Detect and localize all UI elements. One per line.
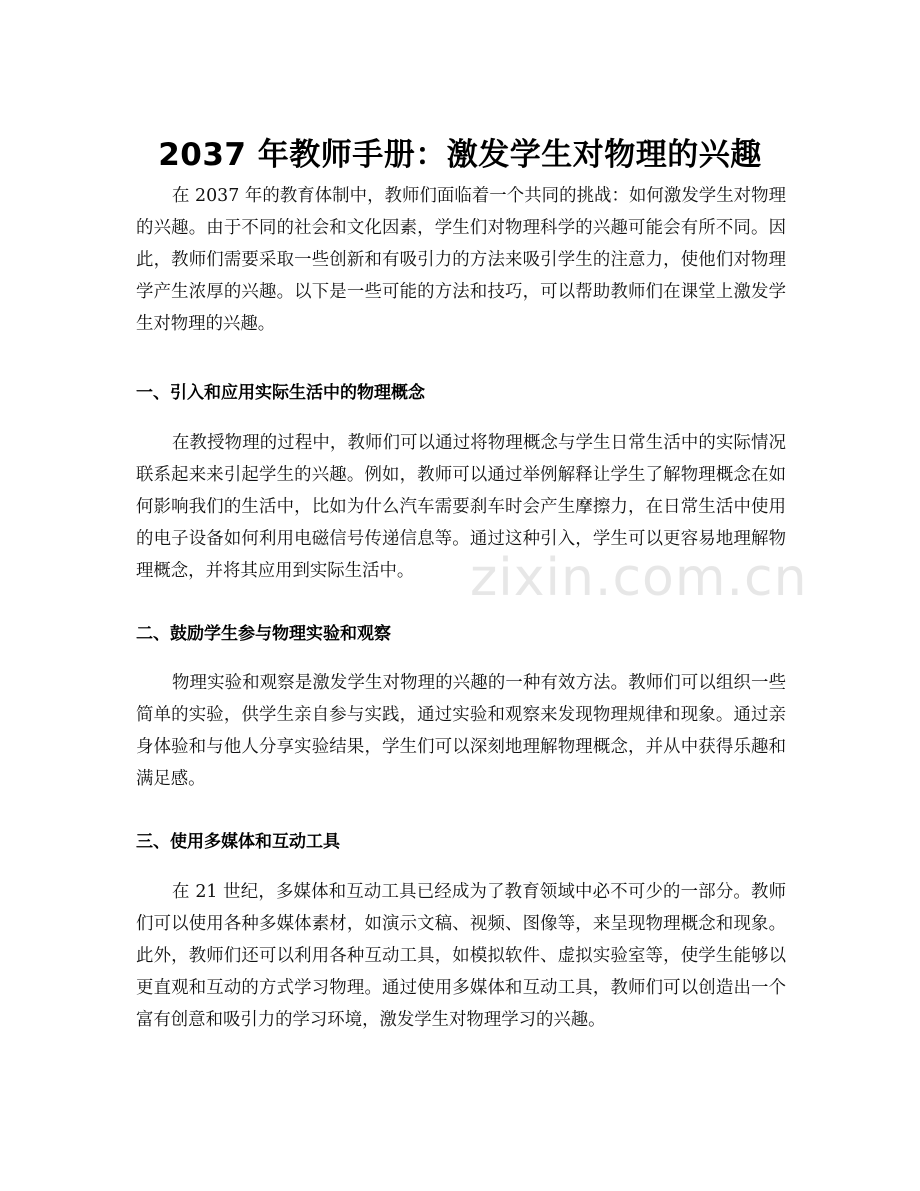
watermark-text: zixin.com.cn [470, 548, 808, 608]
section-body-3: 在 21 世纪，多媒体和互动工具已经成为了教育领域中必不可少的一部分。教师们可以使用各种多媒体素材，如演示文稿、视频、图像等，来呈现物理概念和现象。此外，教师们还可以利用各种互动工具，如模拟软件、虚拟实验室等，使学生能够以更直观和互动的方式学习物理。通过使用多媒体和互动工具，教师们可以创造出一个富有创意和吸引力的学习环境，激发学生对物理学习的兴趣。 [136, 882, 786, 1030]
section-body-2: 物理实验和观察是激发学生对物理的兴趣的一种有效方法。教师们可以组织一些简单的实验，供学生亲自参与实践，通过实验和观察来发现物理规律和现象。通过亲身体验和与他人分享实验结果，学生们可以深刻地理解物理概念，并从中获得乐趣和满足感。 [136, 673, 786, 789]
section-heading-2: 二、鼓励学生参与物理实验和观察 [136, 624, 391, 644]
document-title: 2037 年教师手册：激发学生对物理的兴趣 [158, 136, 762, 173]
section-body-1: 在教授物理的过程中，教师们可以通过将物理概念与学生日常生活中的实际情况联系起来来引起学生的兴趣。例如，教师可以通过举例解释让学生了解物理概念在如何影响我们的生活中，比如为什么汽车需要刹车时会产生摩擦力，在日常生活中使用的电子设备如何利用电磁信号传递信息等。通过这种引入，学生可以更容易地理解物理概念，并将其应用到实际生活中。 [136, 433, 786, 581]
section-heading-1: 一、引入和应用实际生活中的物理概念 [136, 383, 425, 403]
intro-paragraph: 在 2037 年的教育体制中，教师们面临着一个共同的挑战：如何激发学生对物理的兴趣。由于不同的社会和文化因素，学生们对物理科学的兴趣可能会有所不同。因此，教师们需要采取一些创新和有吸引力的方法来吸引学生的注意力，使他们对物理学产生浓厚的兴趣。以下是一些可能的方法和技巧，可以帮助教师们在课堂上激发学生对物理的兴趣。 [136, 186, 786, 334]
section-heading-3: 三、使用多媒体和互动工具 [136, 832, 340, 852]
